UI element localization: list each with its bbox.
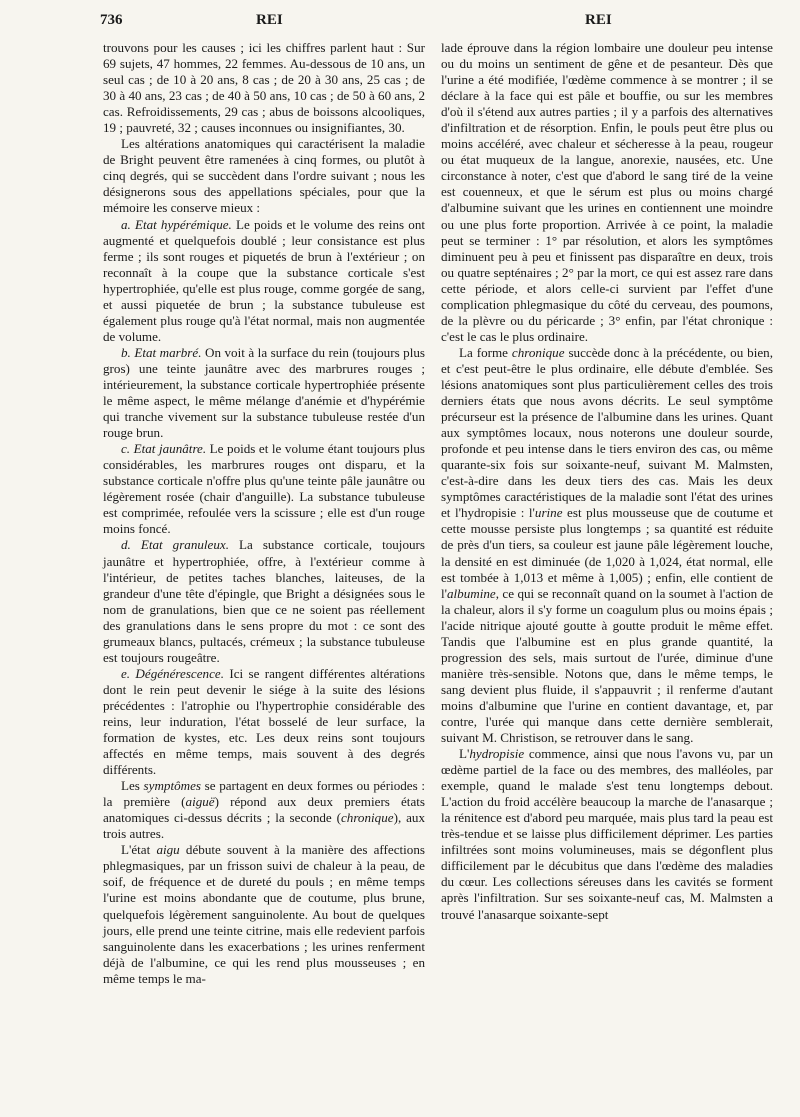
italic-run: c. Etat jaunâtre. bbox=[121, 441, 207, 457]
paragraph bbox=[103, 666, 425, 778]
text-run: L' bbox=[459, 746, 470, 762]
text-run: Le poids et le volume des reins ont augmenté et quelquefois doublé ; leur consistance est plus ferme ; ils sont rouges et piquetés de brun à l'extérieur ; on reconnaît à la coupe que la substance corticale s'est hypertrophiée, qu'elle est plus rouge, comme gorgée de sang, et aussi piquetée de brun ; la substance tubuleuse est également plus rouge qu'à l'état normal, mais non augmentée de volume. bbox=[103, 216, 426, 344]
paragraph bbox=[103, 537, 425, 665]
page-number: 736 bbox=[100, 12, 123, 28]
italic-run: chronique bbox=[340, 810, 394, 826]
paragraph bbox=[441, 40, 773, 345]
text-run: On voit à la surface du rein (toujours plus gros) une teinte jaunâtre avec des marbrures rouges ; intérieurement, la substance corticale hypertrophiée présente le même aspect, le même mélange d'anémie et d'hypérémie qui tranche vivement sur la substance tubuleuse restée d'un rouge brun. bbox=[103, 344, 426, 441]
italic-run: aiguë bbox=[185, 794, 215, 810]
text-run: débute souvent à la manière des affections phlegmasiques, par un frisson suivi de chaleur à la peau, de soif, de fréquence et de dureté du pouls ; en même temps l'urine est moins abondante que de coutume, plus brune, quelquefois légèrement sanguinolente. Au bout de quelques jours, elle prend une teinte citrine, mais elle redevient parfois sanguinolente dans les exacerbations ; les urines renferment déjà de l'albumine, ce qui les rend plus mousseuses ; en même temps le ma- bbox=[103, 842, 425, 986]
text-run: trouvons pour les causes ; ici les chiffres parlent haut : Sur 69 sujets, 47 hommes, 22 femmes. Au-dessous de 10 ans, un seul cas ; de 10 à 20 ans, 8 cas ; de 20 à 30 ans, 25 cas ; de 30 à 40 ans, 23 cas ; de 40 à 50 ans, 10 cas ; de 50 à 60 ans, 2 cas. Refroidissements, 29 cas ; abus de boissons alcooliques, 19 ; pauvreté, 32 ; causes inconnues ou insignifiantes, 30. bbox=[103, 40, 425, 136]
paragraph bbox=[103, 345, 425, 441]
paragraph bbox=[103, 40, 425, 136]
paragraph bbox=[441, 345, 773, 746]
text-run: succède donc à la précédente, ou bien, et c'est peut-être le plus ordinaire, elle débute d'emblée. Ses lésions anatomiques sont plus particulièrement celles des trois derniers états que nous avons décrits. Le seul symptôme précurseur est la présence de l'albumine dans les urines. Quant aux symptômes locaux, nous noterons une douleur sourde, profonde et peu intense dans le tiers environ des cas, ou même quarante-six fois sur soixante-neuf, suivant M. Malmsten, c'est-à-dire dans les deux tiers des cas. Mais les deux symptômes caractéristiques de la maladie sont l'état des urines et l'hydropisie : l' bbox=[441, 344, 773, 521]
paragraph bbox=[103, 842, 425, 986]
text-run: L'état bbox=[121, 842, 157, 858]
text-run: La substance corticale, toujours jaunâtre et hypertrophiée, offre, à l'extérieur comme à l'intérieur, de petites taches blanches, laiteuses, de la grandeur d'une tête d'épingle, que Bright a désignées sous le nom de granulations, bien que ce ne soient pas réellement des granulations dans le sens propre du mot : ce sont des grumeaux blancs, pultacés, crémeux ; la substance tubuleuse est toujours rougeâtre. bbox=[103, 537, 425, 665]
text-run: Les altérations anatomiques qui caractérisent la maladie de Bright peuvent être ramenées à cinq formes, ou plutôt à cinq degrés, qui se succèdent dans l'ordre suivant ; nous les désignerons sous des appellations spéciales, pour que la mémoire les conserve mieux : bbox=[103, 136, 425, 216]
text-run: ), aux trois autres. bbox=[103, 810, 425, 842]
running-head-right: REI bbox=[585, 12, 612, 28]
paragraph bbox=[103, 778, 425, 842]
text-run: Le poids et le volume étant toujours plus considérables, les marbrures rouges ont disparu, et la substance corticale n'offre plus qu'une teinte pâle jaunâtre ou légèrement rosée (chair d'anguille). La substance tubuleuse est comprimée, refoulée vers la scissure ; elle est d'un rouge moins foncé. bbox=[103, 441, 425, 537]
italic-run: symptômes bbox=[143, 778, 202, 794]
paragraph bbox=[103, 217, 425, 345]
paragraph bbox=[103, 441, 425, 537]
text-run: La forme bbox=[459, 344, 512, 360]
text-run: lade éprouve dans la région lombaire une douleur peu intense ou du moins un sentiment de gêne et de pesanteur. Dès que l'urine a été modifiée, l'œdème commence à se montrer ; il se déclare à la face qui est pâle et bouffie, ou sur les membres d'où il s'étend aux autres parties ; il y a parfois des alternatives d'infiltration et de résorption. Enfin, le pouls peut être plus ou moins accéléré, avec chaleur et sécheresse à la peau, rougeur ou état muqueux de la langue, anorexie, nausées, etc. Une circonstance à noter, c'est que d'abord le sang tiré de la veine est couenneux, et que le sérum est plus ou moins chargé d'albumine suivant que les urines en contiennent une moindre ou une plus forte proportion. Arrivée à ce point, la maladie peut se terminer : 1° par résolution, et alors les symptômes diminuent peu à peu et finissent pas disparaître en deux, trois ou quatre septénaires ; 2° par la mort, ce qui est assez rare dans cette période, et alors celle-ci survient par l'effet d'une complication phlegmasique du côté du cerveau, des poumons, de la plèvre ou du péricarde ; 3° enfin, par l'état chronique : c'est le cas le plus ordinaire. bbox=[441, 40, 773, 344]
text-run: est plus mousseuse que de coutume et cette mousse persiste plus longtemps ; sa quantité est réduite de près d'un tiers, sa couleur est jaune pâle légèrement louche, la densité en est diminuée (de 1,020 à 1,024, état normal, elle est tombée à 1,013 et même à 1,005) ; enfin, elle contient de l' bbox=[441, 505, 773, 601]
text-run: commence, ainsi que nous l'avons vu, par un œdème partiel de la face ou des membres, des malléoles, par exemple, quand le malade s'est tenu longtemps debout. L'action du froid accélère beaucoup la marche de l'anasarque ; la rénitence est d'abord peu marquée, mais plus tard la peau est très-tendue et se laisse plus difficilement déprimer. Les parties infiltrées sont moins volumineuses, mais se dégonflent plus difficilement par le décubitus que dans l'œdème des maladies du cœur. Les collections séreuses dans les cavités se forment après l'infiltration. Sur ses soixante-neuf cas, M. Malmsten a trouvé l'anasarque soixante-sept bbox=[441, 746, 773, 922]
text-run: Les bbox=[121, 778, 144, 794]
italic-run: b. Etat marbré. bbox=[121, 344, 202, 360]
text-run: , ce qui se reconnaît quand on la soumet à l'action de la chaleur, alors il s'y forme un coagulum plus ou moins épais ; l'acide nitrique ajouté goutte à goutte produit le même effet. Tandis que l'albumine est en plus grande quantité, la progression des sels, mais surtout de l'urée, diminue d'une manière très-sensible. Notons que, dans le même temps, le sang devient plus fluide, il s'appauvrit ; il renferme d'autant moins d'albumine que l'urine en contient davantage, et, par contre, l'urée qui manque dans cette dernière semblerait, suivant M. Christison, se retrouver dans le sang. bbox=[441, 585, 773, 746]
running-head-left: REI bbox=[256, 12, 283, 28]
italic-run: a. Etat hypérémique. bbox=[121, 216, 232, 232]
italic-run: hydropisie bbox=[469, 746, 525, 762]
left-text-column bbox=[103, 40, 425, 987]
text-run: Ici se rangent différentes altérations dont le rein peut devenir le siége à la suite des lésions précédentes : l'atrophie ou l'hypertrophie considérable des reins, leur induration, l'état bosselé de leur surface, la formation de kystes, etc. Les deux reins sont toujours affectés en même temps, mais souvent à des degrés différents. bbox=[103, 665, 425, 778]
italic-run: urine bbox=[534, 505, 563, 521]
right-text-column bbox=[441, 40, 773, 923]
text-run: se partagent en deux formes ou périodes : la première ( bbox=[103, 778, 425, 810]
paragraph bbox=[103, 136, 425, 216]
italic-run: chronique bbox=[511, 344, 565, 360]
italic-run: d. Etat granuleux. bbox=[121, 537, 230, 553]
italic-run: e. Dégénérescence. bbox=[121, 665, 224, 681]
italic-run: albumine bbox=[447, 585, 496, 601]
paragraph bbox=[441, 746, 773, 923]
italic-run: aigu bbox=[156, 842, 180, 858]
text-run: ) répond aux deux premiers états anatomiques ci-dessus décrits ; la seconde ( bbox=[103, 794, 425, 826]
page-header bbox=[0, 12, 800, 36]
